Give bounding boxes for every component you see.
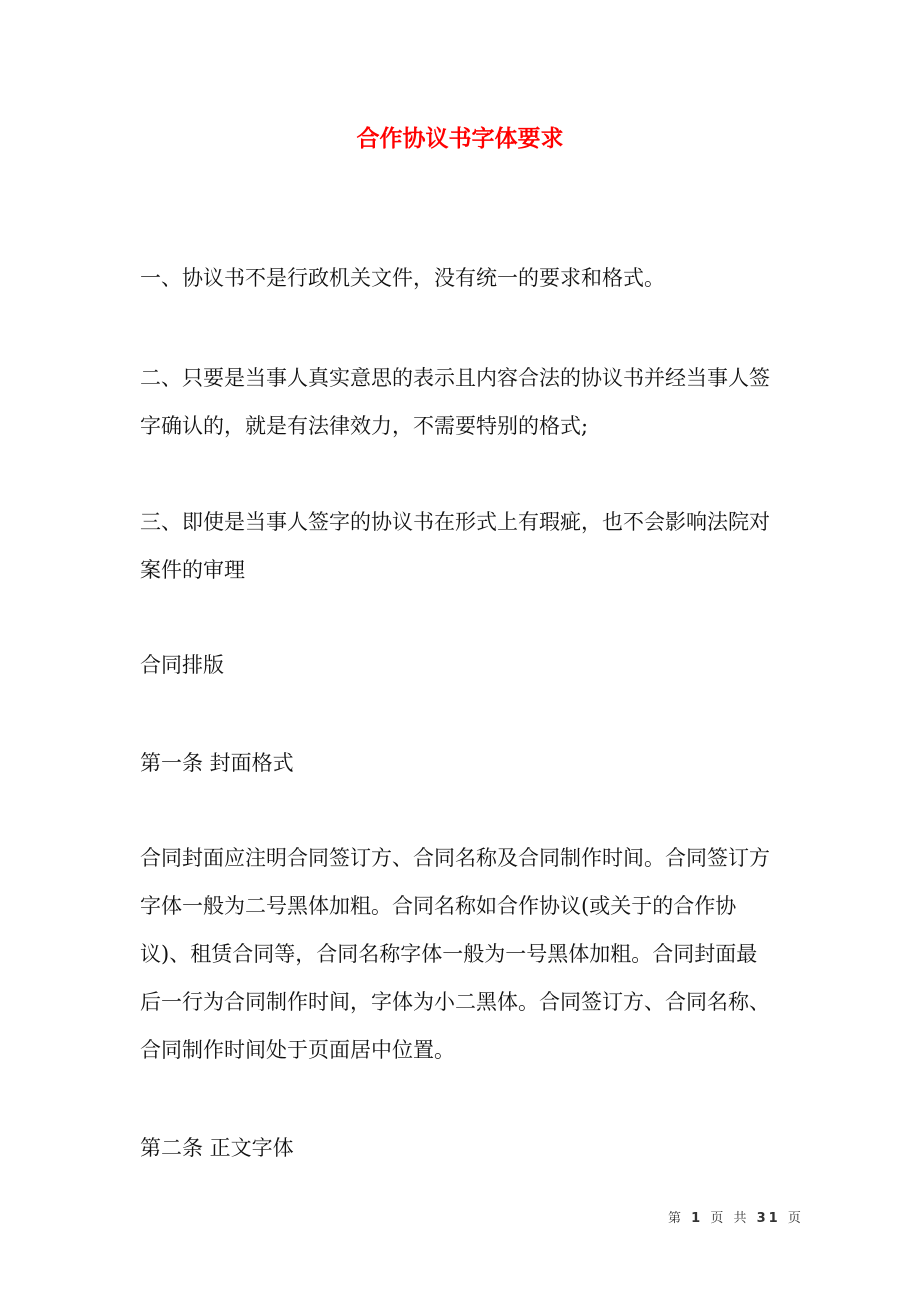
footer-middle: 页 共 [710, 1211, 750, 1226]
document-title: 合作协议书字体要求 [356, 125, 564, 152]
footer-suffix: 页 [787, 1211, 804, 1226]
page-number: 1 [691, 1211, 704, 1226]
paragraph-line: 一、协议书不是行政机关文件，没有统一的要求和格式。 [140, 266, 665, 290]
paragraph-line: 二、只要是当事人真实意思的表示且内容合法的协议书并经当事人签 [140, 366, 770, 390]
paragraph-line: 字确认的，就是有法律效力，不需要特别的格式; [140, 414, 589, 438]
section-heading: 合同排版 [140, 653, 224, 677]
page-total: 31 [756, 1211, 781, 1226]
page-footer [668, 1207, 804, 1226]
paragraph-line: 三、即使是当事人签字的协议书在形式上有瑕疵，也不会影响法院对 [140, 510, 770, 534]
paragraph-line: 合同制作时间处于页面居中位置。 [140, 1038, 455, 1062]
paragraph-line: 合同封面应注明合同签订方、合同名称及合同制作时间。合同签订方 [140, 846, 770, 870]
paragraph-line: 议)、租赁合同等，合同名称字体一般为一号黑体加粗。合同封面最 [140, 942, 758, 966]
paragraph-line: 案件的审理 [140, 558, 245, 582]
paragraph-line: 字体一般为二号黑体加粗。合同名称如合作协议(或关于的合作协 [140, 894, 737, 918]
footer-prefix: 第 [668, 1211, 685, 1226]
article-heading: 第二条 正文字体 [140, 1136, 294, 1160]
paragraph-line: 后一行为合同制作时间，字体为小二黑体。合同签订方、合同名称、 [140, 990, 770, 1014]
article-heading: 第一条 封面格式 [140, 751, 294, 775]
